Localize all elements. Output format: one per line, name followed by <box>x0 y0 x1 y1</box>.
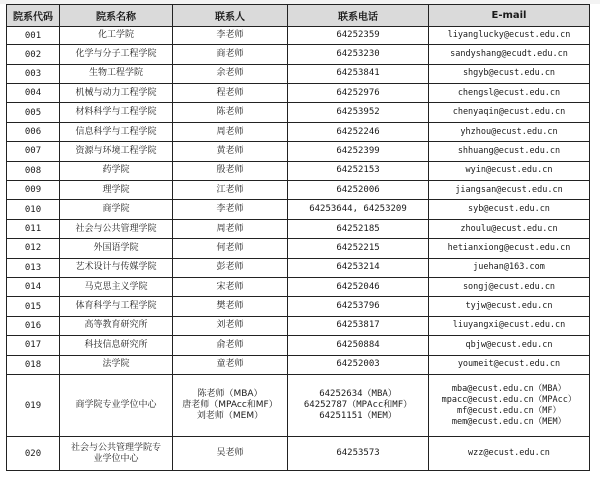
contact-person-cell-line: 何老师 <box>216 242 244 253</box>
contact-person-cell-line: 余老师 <box>216 68 244 79</box>
contact-person-cell-line: 周老师 <box>216 126 244 137</box>
department-name-cell-line: 外国语学院 <box>93 242 139 253</box>
department-name-cell <box>60 437 173 471</box>
contact-person-cell-line: 唐老师（MPAcc和MF） <box>182 400 278 411</box>
contact-person-cell-line: 周老师 <box>216 223 244 234</box>
email-cell-line: shgyb@ecust.edu.cn <box>462 68 556 79</box>
department-name-cell-line: 社会与公共管理学院 <box>75 223 157 234</box>
contact-person-cell <box>173 122 288 141</box>
department-code-cell: 001 <box>7 27 60 45</box>
email-cell <box>429 27 590 45</box>
email-cell-line: zhoulu@ecust.edu.cn <box>460 223 558 234</box>
contact-person-cell-line: 李老师 <box>216 30 244 41</box>
department-code-cell: 016 <box>7 316 60 335</box>
department-name-cell <box>60 297 173 316</box>
contact-person-cell <box>173 27 288 45</box>
department-code-cell: 008 <box>7 161 60 180</box>
email-cell <box>429 258 590 277</box>
department-code-cell: 006 <box>7 122 60 141</box>
contact-phone-cell-line: 64252006 <box>336 184 380 195</box>
table-row <box>7 355 590 374</box>
contact-person-cell-line: 刘老师（MEM） <box>196 411 264 422</box>
table-row <box>7 278 590 297</box>
email-cell-line: syb@ecust.edu.cn <box>468 204 550 215</box>
department-code-cell: 009 <box>7 181 60 200</box>
contact-person-cell <box>173 316 288 335</box>
table-row <box>7 316 590 335</box>
contact-phone-cell-line: 64253796 <box>336 301 380 312</box>
email-cell-line: youmeit@ecust.edu.cn <box>457 359 561 370</box>
contact-person-cell-line: 黄老师 <box>216 145 244 156</box>
table-row <box>7 64 590 83</box>
email-cell <box>429 122 590 141</box>
contact-phone-cell <box>288 336 429 355</box>
header-email: E-mail <box>429 5 590 27</box>
contact-phone-cell-line: 64250884 <box>336 339 380 350</box>
contact-person-cell <box>173 278 288 297</box>
contact-phone-cell-line: 64253952 <box>336 107 380 118</box>
department-name-cell <box>60 355 173 374</box>
contact-person-cell <box>173 239 288 258</box>
department-code-cell: 007 <box>7 142 60 161</box>
department-name-cell <box>60 374 173 437</box>
department-name-cell <box>60 142 173 161</box>
department-name-cell <box>60 64 173 83</box>
email-cell-line: wyin@ecust.edu.cn <box>465 165 553 176</box>
email-cell <box>429 297 590 316</box>
department-name-cell-line: 科技信息研究所 <box>84 339 148 350</box>
contact-person-cell-line: 江老师 <box>216 184 244 195</box>
contact-person-cell <box>173 355 288 374</box>
department-code-cell: 019 <box>7 374 60 437</box>
email-cell <box>429 374 590 437</box>
table-row <box>7 142 590 161</box>
department-code-cell: 020 <box>7 437 60 471</box>
email-cell <box>429 45 590 64</box>
table-row <box>7 297 590 316</box>
email-cell-line: tyjw@ecust.edu.cn <box>465 301 553 312</box>
table-body <box>7 27 590 471</box>
contact-phone-cell-line: 64253230 <box>336 49 380 59</box>
email-cell-line: juehan@163.com <box>473 262 545 273</box>
contact-phone-cell <box>288 122 429 141</box>
email-cell <box>429 103 590 122</box>
contact-phone-cell <box>288 278 429 297</box>
department-name-cell <box>60 239 173 258</box>
email-cell-line: qbjw@ecust.edu.cn <box>465 339 553 350</box>
department-code-cell: 003 <box>7 64 60 83</box>
contact-phone-cell <box>288 27 429 45</box>
email-cell-line: liyanglucky@ecust.edu.cn <box>447 30 571 41</box>
table-row <box>7 27 590 45</box>
department-name-cell-line: 商学院 <box>102 204 130 215</box>
table-row <box>7 181 590 200</box>
department-name-cell-line: 社会与公共管理学院专 <box>70 442 161 453</box>
contact-person-cell-line: 程老师 <box>216 87 244 98</box>
contact-person-cell <box>173 437 288 471</box>
header-department-name: 院系名称 <box>60 5 173 27</box>
email-cell <box>429 64 590 83</box>
table-row <box>7 84 590 103</box>
contact-person-cell-line: 刘老师 <box>216 320 244 331</box>
contact-person-cell <box>173 142 288 161</box>
contact-person-cell-line: 彭老师 <box>216 262 244 273</box>
contact-phone-cell-line: 64252246 <box>336 126 380 137</box>
email-cell-line: hetianxiong@ecust.edu.cn <box>447 242 571 253</box>
table-row <box>7 103 590 122</box>
contact-phone-cell-line: 64252787（MPAcc和MF） <box>303 400 413 411</box>
contact-person-cell <box>173 219 288 238</box>
contact-phone-cell <box>288 374 429 437</box>
department-name-cell <box>60 278 173 297</box>
department-code-cell: 010 <box>7 200 60 219</box>
contact-phone-cell-line: 64252003 <box>336 359 380 370</box>
email-cell-line: mpacc@ecust.edu.cn（MPAcc） <box>441 394 577 405</box>
contact-person-cell <box>173 374 288 437</box>
department-name-cell-line: 商学院专业学位中心 <box>75 400 157 411</box>
department-code-cell: 012 <box>7 239 60 258</box>
contact-phone-cell <box>288 64 429 83</box>
contact-phone-cell <box>288 297 429 316</box>
department-name-cell <box>60 161 173 180</box>
contact-phone-cell-line: 64253644, 64253209 <box>309 204 407 215</box>
department-code-cell: 002 <box>7 45 60 64</box>
department-name-cell-line: 化学与分子工程学院 <box>75 49 157 59</box>
contact-person-cell-line: 童老师 <box>216 359 244 370</box>
department-name-cell <box>60 45 173 64</box>
department-name-cell-line: 艺术设计与传媒学院 <box>75 262 157 273</box>
department-name-cell-line: 资源与环境工程学院 <box>75 145 157 156</box>
email-cell-line: jiangsan@ecust.edu.cn <box>455 184 563 195</box>
department-name-cell-line: 法学院 <box>102 359 130 370</box>
table-row <box>7 200 590 219</box>
contact-person-cell <box>173 181 288 200</box>
contact-person-cell <box>173 297 288 316</box>
contact-person-cell-line: 吴老师 <box>216 448 244 459</box>
contact-phone-cell <box>288 316 429 335</box>
email-cell <box>429 437 590 471</box>
email-cell <box>429 219 590 238</box>
header-department-code: 院系代码 <box>7 5 60 27</box>
contact-phone-cell <box>288 437 429 471</box>
contact-phone-cell-line: 64252976 <box>336 87 380 98</box>
contact-person-cell <box>173 64 288 83</box>
table-row <box>7 45 590 64</box>
contact-phone-cell-line: 64252399 <box>336 145 380 156</box>
department-code-cell: 017 <box>7 336 60 355</box>
email-cell <box>429 239 590 258</box>
department-name-cell-line: 体育科学与工程学院 <box>75 301 157 312</box>
email-cell <box>429 200 590 219</box>
table-row <box>7 374 590 437</box>
contact-phone-cell-line: 64253214 <box>336 262 380 273</box>
contact-person-cell <box>173 103 288 122</box>
email-cell-line: songj@ecust.edu.cn <box>462 281 556 292</box>
department-name-cell-line: 业学位中心 <box>93 453 139 464</box>
department-name-cell-line: 化工学院 <box>97 30 134 41</box>
contact-person-cell-line: 殷老师 <box>216 165 244 176</box>
email-cell <box>429 355 590 374</box>
department-name-cell <box>60 122 173 141</box>
department-name-cell <box>60 181 173 200</box>
email-cell <box>429 316 590 335</box>
email-cell <box>429 142 590 161</box>
contact-person-cell <box>173 161 288 180</box>
department-code-cell: 015 <box>7 297 60 316</box>
contact-phone-cell-line: 64252634（MBA） <box>319 389 397 400</box>
department-name-cell-line: 高等教育研究所 <box>84 320 148 331</box>
table-row <box>7 122 590 141</box>
department-name-cell <box>60 27 173 45</box>
contact-phone-cell-line: 64253817 <box>336 320 380 331</box>
department-name-cell <box>60 84 173 103</box>
department-name-cell-line: 材料科学与工程学院 <box>75 107 157 118</box>
email-cell-line: mf@ecust.edu.cn（MF） <box>457 405 561 416</box>
contact-person-cell-line: 陈老师 <box>216 107 244 118</box>
email-cell-line: shhuang@ecust.edu.cn <box>457 145 561 156</box>
contact-phone-cell-line: 64253841 <box>336 68 380 79</box>
contact-person-cell-line: 俞老师 <box>216 339 244 350</box>
contact-person-cell <box>173 84 288 103</box>
table-row <box>7 161 590 180</box>
department-code-cell: 018 <box>7 355 60 374</box>
contact-phone-cell <box>288 103 429 122</box>
department-name-cell <box>60 200 173 219</box>
department-name-cell-line: 理学院 <box>102 184 130 195</box>
header-contact-person: 联系人 <box>173 5 288 27</box>
email-cell-line: liuyangxi@ecust.edu.cn <box>452 320 566 331</box>
contact-person-cell <box>173 258 288 277</box>
email-cell-line: mba@ecust.edu.cn（MBA） <box>451 383 567 394</box>
department-code-cell: 013 <box>7 258 60 277</box>
department-name-cell-line: 生物工程学院 <box>88 68 143 79</box>
contact-person-cell-line: 樊老师 <box>216 301 244 312</box>
table-row <box>7 239 590 258</box>
table-row <box>7 258 590 277</box>
contact-phone-cell <box>288 84 429 103</box>
contact-phone-cell-line: 64252215 <box>336 242 380 253</box>
header-contact-phone: 联系电话 <box>288 5 429 27</box>
department-code-cell: 011 <box>7 219 60 238</box>
department-name-cell <box>60 103 173 122</box>
email-cell-line: mem@ecust.edu.cn（MEM） <box>451 416 567 427</box>
contact-person-cell <box>173 45 288 64</box>
contact-person-cell-line: 陈老师（MBA） <box>197 389 263 400</box>
table-header-row <box>7 5 590 27</box>
department-contact-table <box>6 4 590 471</box>
email-cell-line: yhzhou@ecust.edu.cn <box>460 126 558 137</box>
table-row <box>7 219 590 238</box>
contact-person-cell <box>173 200 288 219</box>
department-name-cell-line: 药学院 <box>102 165 130 176</box>
contact-person-cell <box>173 336 288 355</box>
contact-phone-cell <box>288 142 429 161</box>
contact-phone-cell <box>288 355 429 374</box>
department-code-cell: 014 <box>7 278 60 297</box>
table-row <box>7 437 590 471</box>
department-name-cell <box>60 316 173 335</box>
email-cell-line: wzz@ecust.edu.cn <box>468 448 550 459</box>
contact-phone-cell-line: 64252046 <box>336 281 380 292</box>
email-cell <box>429 336 590 355</box>
contact-phone-cell-line: 64252153 <box>336 165 380 176</box>
contact-person-cell-line: 李老师 <box>216 204 244 215</box>
contact-phone-cell <box>288 200 429 219</box>
department-name-cell-line: 机械与动力工程学院 <box>75 87 157 98</box>
department-name-cell <box>60 219 173 238</box>
department-code-cell: 004 <box>7 84 60 103</box>
contact-phone-cell <box>288 219 429 238</box>
department-name-cell-line: 马克思主义学院 <box>84 281 148 292</box>
contact-phone-cell <box>288 239 429 258</box>
contact-phone-cell <box>288 258 429 277</box>
contact-phone-cell-line: 64251151（MEM） <box>319 411 397 422</box>
contact-phone-cell-line: 64253573 <box>336 448 380 459</box>
email-cell-line: chenyaqin@ecust.edu.cn <box>452 107 566 118</box>
email-cell <box>429 161 590 180</box>
contact-person-cell-line: 商老师 <box>216 49 244 59</box>
department-name-cell <box>60 336 173 355</box>
contact-person-cell-line: 宋老师 <box>216 281 244 292</box>
page-bottom-margin <box>0 472 600 478</box>
contact-phone-cell <box>288 161 429 180</box>
department-name-cell-line: 信息科学与工程学院 <box>75 126 157 137</box>
contact-phone-cell <box>288 45 429 64</box>
email-cell-line: chengsl@ecust.edu.cn <box>457 87 561 98</box>
email-cell-line: sandyshang@ecudt.edu.cn <box>450 49 568 59</box>
contact-phone-cell-line: 64252359 <box>336 30 380 41</box>
table-row <box>7 336 590 355</box>
contact-phone-cell-line: 64252185 <box>336 223 380 234</box>
contact-phone-cell <box>288 181 429 200</box>
department-code-cell: 005 <box>7 103 60 122</box>
department-name-cell <box>60 258 173 277</box>
email-cell <box>429 181 590 200</box>
email-cell <box>429 84 590 103</box>
email-cell <box>429 278 590 297</box>
